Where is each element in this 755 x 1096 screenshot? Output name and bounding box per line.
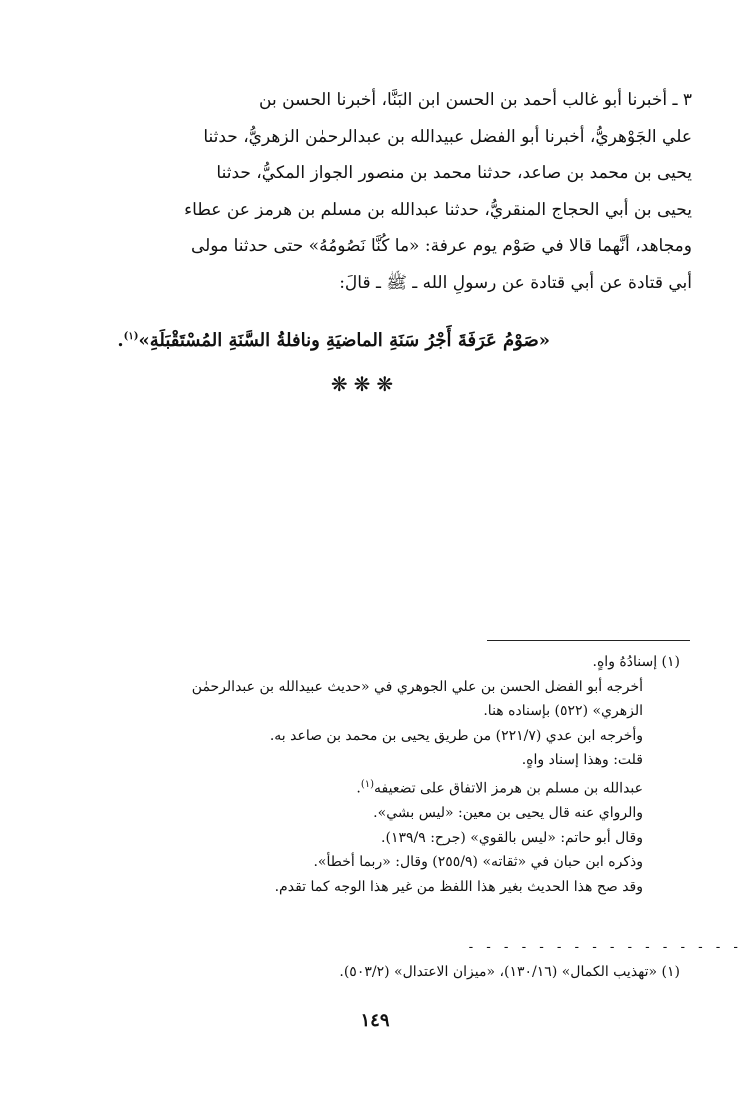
footnote-abdullah-ref: (١) bbox=[360, 778, 374, 790]
hadith-body: «صَوْمُ عَرَفَةَ أَجْرُ سَنَةِ الماضيَةِ ونافلةُ السَّنَةِ المُسْتَقْبَلَةِ» bbox=[138, 330, 550, 351]
footnote-1-title: (١) إسنادُهُ واهٍ. bbox=[592, 654, 680, 670]
footnote-abdullah-text: عبدالله بن مسلم بن هرمز الاتفاق على تضعيفه bbox=[374, 780, 643, 797]
footnotes bbox=[60, 650, 680, 900]
hadith-end: . bbox=[117, 330, 124, 351]
main-line-3: يحيى بن محمد بن صاعد، حدثنا محمد بن منصور الجواز المكيُّ، حدثنا bbox=[216, 163, 692, 183]
main-line-1: ٣ ـ أخبرنا أبو غالب أحمد بن الحسن ابن البَنَّا، أخبرنا الحسن بن bbox=[259, 90, 692, 110]
footnote-line: والرواي عنه قال يحيى بن معين: «ليس بشي». bbox=[373, 805, 643, 822]
main-line-5: ومجاهد، أنَّهما قالا في صَوْم يوم عرفة: «ما كُنَّا نَصُومُهُ» حتى حدثنا مولى bbox=[190, 236, 692, 256]
footnote-line: أخرجه أبو الفضل الحسن بن علي الجوهري في «حديث عبيدالله بن عبدالرحمٰن bbox=[191, 678, 643, 695]
footnote-line: وقد صح هذا الحديث بغير هذا اللفظ من غير هذا الوجه كما تقدم. bbox=[274, 879, 643, 895]
subnote-separator: - - - - - - - - - - - - - - - - bbox=[467, 940, 741, 955]
footnote-line: الزهري» (٥٢٢) بإسناده هنا. bbox=[483, 703, 643, 720]
hadith-footnote-ref: (١) bbox=[123, 331, 139, 342]
main-line-4: يحيى بن أبي الحجاج المنقريُّ، حدثنا عبدالله بن مسلم بن هرمز عن عطاء bbox=[184, 199, 692, 220]
footnote-abdullah-end: . bbox=[356, 780, 361, 797]
footnote-line: وقال أبو حاتم: «ليس بالقوي» (جرح: ١٣٩/٩). bbox=[381, 829, 643, 846]
footnote-separator bbox=[487, 640, 690, 641]
footnote-line: وأخرجه ابن عدي (٢٢١/٧) من طريق يحيى بن محمد بن صاعد به. bbox=[269, 727, 643, 744]
subnote: (١) «تهذيب الكمال» (١٣٠/١٦)، «ميزان الاعتدال» (٥٠٣/٢). bbox=[339, 964, 680, 980]
main-line-2: علي الجَوْهريُّ، أخبرنا أبو الفضل عبيدالله بن عبدالرحمٰن الزهريُّ، حدثنا bbox=[203, 126, 692, 147]
page-number: ١٤٩ bbox=[360, 1010, 390, 1031]
section-divider-stars: ❋❋❋ bbox=[330, 372, 400, 396]
hadith-text bbox=[117, 330, 550, 351]
footnote-line-abdullah bbox=[60, 773, 680, 801]
main-text bbox=[78, 82, 692, 301]
main-line-6: أبي قتادة عن أبي قتادة عن رسولِ الله ـ ﷺ ـ قالَ: bbox=[339, 272, 692, 293]
footnote-line: وذكره ابن حبان في «ثقاته» (٢٥٥/٩) وقال: «ربما أخطأ». bbox=[313, 854, 643, 871]
footnote-line: قلت: وهذا إسناد واهٍ. bbox=[521, 752, 643, 769]
